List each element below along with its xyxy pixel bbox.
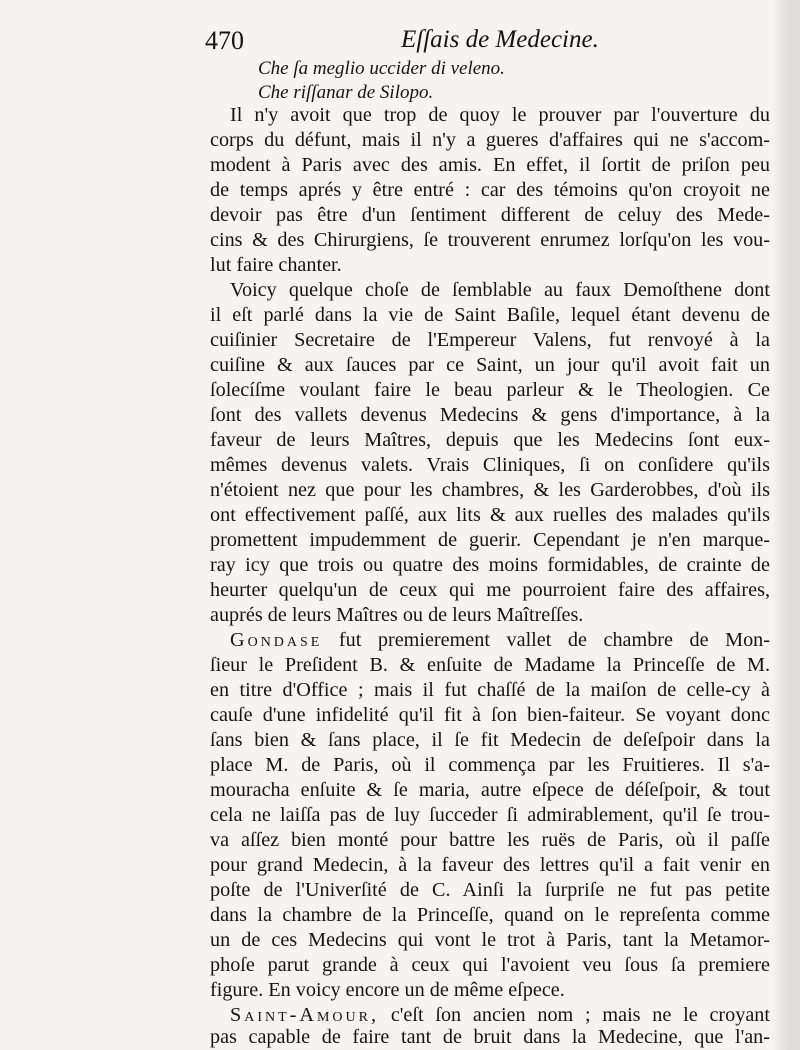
text-line: Il n'y avoit que trop de quoy le prouver par l'ouverture du bbox=[230, 104, 770, 126]
text-line: il eſt parlé dans la vie de Saint Baſile, lequel étant devenu de bbox=[210, 304, 770, 326]
text-line: Voicy quelque choſe de ſemblable au faux Demoſthene dont bbox=[230, 279, 770, 301]
text-line: va aſſez bien monté pour battre les ruës de Paris, où il paſſe bbox=[210, 829, 770, 851]
page-header bbox=[205, 26, 765, 60]
text-line: place M. de Paris, où il commença par les Fruitieres. Il s'a- bbox=[210, 754, 770, 776]
text-line: n'étoient nez que pour les chambres, & les Garderobbes, d'où ils bbox=[210, 479, 770, 501]
text-line: en titre d'Office ; mais il fut chaſſé de la maiſon de celle-cy à bbox=[210, 679, 770, 701]
text-line: cuiſine & aux ſauces par ce Saint, un jour qu'il avoit fait un bbox=[210, 354, 770, 376]
text-line: mêmes devenus valets. Vrais Cliniques, ſi on conſidere qu'ils bbox=[210, 454, 770, 476]
text-line: dans la chambre de la Princeſſe, quand on le repreſenta comme bbox=[210, 904, 770, 926]
text-line: devoir pas être d'un ſentiment different de celuy des Mede- bbox=[210, 204, 770, 226]
page-number: 470 bbox=[205, 26, 244, 55]
text-line: un de ces Medecins qui vont le trot à Paris, tant la Metamor- bbox=[210, 929, 770, 951]
text-line: pour grand Medecin, à la faveur des lettres qu'il a fait venir en bbox=[210, 854, 770, 876]
text-line: modent à Paris avec des amis. En effet, il ſortit de priſon peu bbox=[210, 154, 770, 176]
text-line: cauſe d'une infidelité qu'il fit à ſon bien-faiteur. Se voyant donc bbox=[210, 704, 770, 726]
text-line: faveur de leurs Maîtres, depuis que les Medecins ſont eux- bbox=[210, 429, 770, 451]
text-line: ont effectivement paſſé, aux lits & aux ruelles des malades qu'ils bbox=[210, 504, 770, 526]
text-line: figure. En voicy encore un de même eſpece. bbox=[210, 979, 565, 1001]
text-line: promettent impudemment de guerir. Cependant je n'en marque- bbox=[210, 529, 770, 551]
text-line: mouracha enſuite & ſe maria, autre eſpece de déſeſpoir, & tout bbox=[210, 779, 770, 801]
text-line: de temps aprés y être entré : car des témoins qu'on croyoit ne bbox=[210, 179, 770, 201]
name-saint-amour: Saint-Amour, bbox=[230, 1004, 380, 1026]
text-line: phoſe parut grande à ceux qui l'avoient veu ſous ſa premiere bbox=[210, 954, 770, 976]
page-edge-shadow bbox=[772, 0, 800, 1050]
text-line: ſolecíſme voulant faire le beau parleur & le Theologien. Ce bbox=[210, 379, 770, 401]
verse-line-1: Che ſa meglio uccider di veleno. bbox=[258, 58, 505, 79]
text-line: ſieur le Preſident B. & enſuite de Madame la Princeſſe de M. bbox=[210, 654, 770, 676]
text-run: c'eſt ſon ancien nom ; mais ne le croyant bbox=[390, 1004, 771, 1026]
text-line: lut faire chanter. bbox=[210, 254, 342, 276]
text-line: ray icy que trois ou quatre des moins formidables, de crainte de bbox=[210, 554, 770, 576]
text-line bbox=[230, 627, 770, 653]
running-title: Eſſais de Medecine. bbox=[401, 26, 599, 53]
text-line: ſans bien & ſans place, il ſe fit Medecin de deſeſpoir dans la bbox=[210, 729, 770, 751]
verse-line-2: Che riſſanar de Silopo. bbox=[258, 82, 434, 103]
text-run: fut premierement vallet de chambre de Mon- bbox=[338, 629, 770, 651]
text-line: poſte de l'Univerſité de C. Ainſi la ſurpriſe ne fut pas petite bbox=[210, 879, 770, 901]
text-line: corps du défunt, mais il n'y a gueres d'affaires qui ne s'accom- bbox=[210, 129, 770, 151]
text-line: pas capable de faire tant de bruit dans la Medecine, que l'an- bbox=[210, 1026, 770, 1048]
text-line: cela ne laiſſa pas de luy ſucceder ſi admirablement, qu'il ſe trou- bbox=[210, 804, 770, 826]
text-line: heurter quelqu'un de ceux qui me pourroient faire des affaires, bbox=[210, 579, 770, 601]
name-gondase: Gondaſe bbox=[230, 629, 323, 651]
text-line: cuiſinier Secretaire de l'Empereur Valens, fut renvoyé à la bbox=[210, 329, 770, 351]
text-line: auprés de leurs Maîtres ou de leurs Maîtreſſes. bbox=[210, 604, 584, 626]
text-line: cins & des Chirurgiens, ſe trouverent enrumez lorſqu'on les vou- bbox=[210, 229, 770, 251]
text-line: ſont des vallets devenus Medecins & gens d'importance, à la bbox=[210, 404, 770, 426]
